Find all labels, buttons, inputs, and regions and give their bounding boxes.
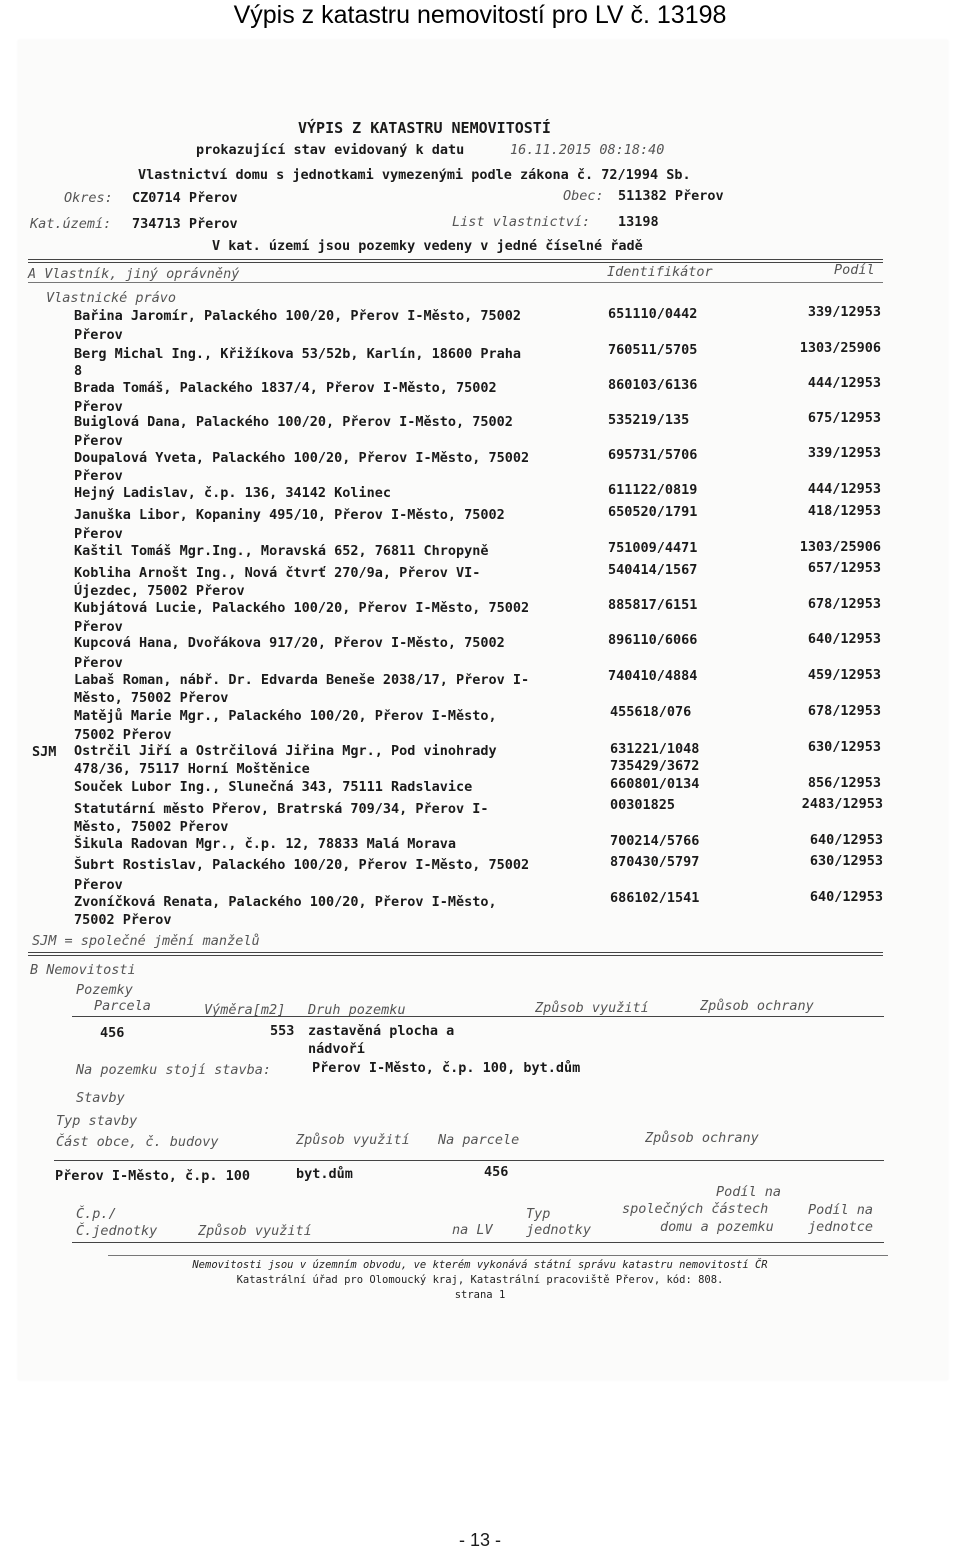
okres-label: Okres: xyxy=(64,190,113,206)
jednotky-typ-header: Typ xyxy=(526,1206,551,1222)
owner-name-line: Souček Lubor Ing., Slunečná 343, 75111 Radslavice xyxy=(74,779,473,795)
owner-name-line: Kaštil Tomáš Mgr.Ing., Moravská 652, 76811 Chropyně xyxy=(74,543,489,559)
owner-name-line: Zvoníčková Renata, Palackého 100/20, Přerov I-Město, xyxy=(74,894,497,910)
owner-share: 1303/25906 xyxy=(799,539,881,555)
divider xyxy=(28,262,883,263)
vyuziti-column-header: Způsob využití xyxy=(535,1000,649,1016)
owner-name-line: Město, 75002 Přerov xyxy=(74,819,229,835)
jednotky-share-common-header: domu a pozemku xyxy=(660,1219,774,1235)
owner-identifier: 735429/3672 xyxy=(610,758,700,774)
sjm-marker: SJM xyxy=(32,744,57,760)
owner-name-line: Šubrt Rostislav, Palackého 100/20, Přerov I-Město, 75002 xyxy=(74,857,530,873)
owner-identifier: 860103/6136 xyxy=(608,377,698,393)
owner-name-line: 75002 Přerov xyxy=(74,912,172,928)
footer-page-label: strana 1 xyxy=(454,1289,506,1301)
owner-name-line: Přerov xyxy=(74,526,123,542)
owner-identifier: 611122/0819 xyxy=(608,482,698,498)
ochrana-column-header: Způsob ochrany xyxy=(700,998,814,1014)
lv-value: 13198 xyxy=(618,214,659,230)
owner-identifier: 695731/5706 xyxy=(608,447,698,463)
divider xyxy=(28,282,883,283)
owner-name-line: 75002 Přerov xyxy=(74,727,172,743)
owner-identifier: 760511/5705 xyxy=(608,342,698,358)
footer-line: Katastrální úřad pro Olomoucký kraj, Katastrální pracoviště Přerov, kód: 808. xyxy=(236,1274,724,1286)
ownership-subheading: Vlastnické právo xyxy=(46,290,177,306)
parcel-number: 456 xyxy=(100,1025,125,1041)
owner-name-line: Doupalová Yveta, Palackého 100/20, Přerov I-Město, 75002 xyxy=(74,450,530,466)
evidence-date: 16.11.2015 08:18:40 xyxy=(510,142,665,158)
owner-share: 1303/25906 xyxy=(799,340,881,356)
section-b-heading: B Nemovitosti xyxy=(30,962,136,978)
building-parcel: 456 xyxy=(484,1164,509,1180)
owner-name-line: Labaš Roman, nábř. Dr. Edvarda Beneše 2038/17, Přerov I- xyxy=(74,672,530,688)
owner-share: 339/12953 xyxy=(807,304,881,320)
owner-identifier: 885817/6151 xyxy=(608,597,698,613)
owner-name-line: Přerov xyxy=(74,619,123,635)
document-title: VÝPIS Z KATASTRU NEMOVITOSTÍ xyxy=(298,119,551,137)
page-title: Výpis z katastru nemovitostí pro LV č. 13198 xyxy=(233,1,727,29)
parcel-kind-continued: nádvoří xyxy=(308,1041,365,1057)
owner-identifier: 631221/1048 xyxy=(610,741,700,757)
owner-share: 459/12953 xyxy=(807,667,881,683)
owner-name-line: Ostrčil Jiří a Ostrčilová Jiřina Mgr., Pod vinohrady xyxy=(74,743,497,759)
stavba-ochrana-column-header: Způsob ochrany xyxy=(645,1130,759,1146)
owner-share: 630/12953 xyxy=(807,739,881,755)
jednotky-cp-header: Č.jednotky xyxy=(76,1223,158,1239)
page-number: - 13 - xyxy=(458,1530,501,1550)
owner-share: 339/12953 xyxy=(807,445,881,461)
parcel-kind: zastavěná plocha a xyxy=(308,1023,455,1039)
owner-identifier: 896110/6066 xyxy=(608,632,698,648)
owner-name-line: Újezdec, 75002 Přerov xyxy=(74,583,245,599)
owner-identifier: 535219/135 xyxy=(608,412,690,428)
jednotky-share-common-header: společných částech xyxy=(622,1201,769,1217)
owner-share: 657/12953 xyxy=(807,560,881,576)
law-line: Vlastnictví domu s jednotkami vymezenými podle zákona č. 72/1994 Sb. xyxy=(138,167,691,183)
owner-identifier: 540414/1567 xyxy=(608,562,698,578)
owner-identifier: 651110/0442 xyxy=(608,306,698,322)
divider xyxy=(72,1242,884,1243)
building-use: byt.dům xyxy=(296,1166,353,1182)
obec-value: 511382 Přerov xyxy=(618,188,724,204)
owner-share: 678/12953 xyxy=(807,703,881,719)
druh-column-header: Druh pozemku xyxy=(308,1002,406,1018)
share-column-header: Podíl xyxy=(834,262,875,278)
stavby-label: Stavby xyxy=(76,1090,125,1106)
owner-share: 675/12953 xyxy=(807,410,881,426)
katuzemi-label: Kat.území: xyxy=(30,216,112,232)
divider xyxy=(28,259,883,260)
stavba-value: Přerov I-Město, č.p. 100, byt.dům xyxy=(312,1060,581,1076)
owner-share: 640/12953 xyxy=(809,832,883,848)
owner-name-line: Matějů Marie Mgr., Palackého 100/20, Přerov I-Město, xyxy=(74,708,497,724)
divider xyxy=(28,952,883,953)
okres-value: CZ0714 Přerov xyxy=(132,190,238,206)
owner-name-line: Kupcová Hana, Dvořákova 917/20, Přerov I-Město, 75002 xyxy=(74,635,505,651)
owner-identifier: 455618/076 xyxy=(610,704,692,720)
owner-identifier: 660801/0134 xyxy=(610,776,700,792)
owner-name-line: 8 xyxy=(74,363,83,379)
cadastre-note: V kat. území jsou pozemky vedeny v jedné číselné řadě xyxy=(212,238,643,254)
owner-identifier: 870430/5797 xyxy=(610,854,700,870)
jednotky-vyuziti-header: Způsob využití xyxy=(198,1223,312,1239)
owner-name-line: Přerov xyxy=(74,327,123,343)
jednotky-share-unit-header: jednotce xyxy=(808,1219,874,1235)
footer-line: Nemovitosti jsou v územním obvodu, ve kterém vykonává státní správu katastru nemovitostí ČR xyxy=(192,1259,768,1271)
stavba-vyuziti-column-header: Způsob využití xyxy=(296,1132,410,1148)
pozemky-label: Pozemky xyxy=(76,982,133,998)
jednotky-typ-header: jednotky xyxy=(526,1222,592,1238)
owner-name-line: Brada Tomáš, Palackého 1837/4, Přerov I-Město, 75002 xyxy=(74,380,497,396)
owner-name-line: Šikula Radovan Mgr., č.p. 12, 78833 Malá Morava xyxy=(74,836,457,852)
vymera-column-header: Výměra[m2] xyxy=(204,1002,286,1018)
owner-name-line: Kobliha Arnošt Ing., Nová čtvrť 270/9a, Přerov VI- xyxy=(74,565,481,581)
owner-name-line: Berg Michal Ing., Křižíkova 53/52b, Karlín, 18600 Praha xyxy=(74,346,522,362)
owner-share: 444/12953 xyxy=(807,481,881,497)
owner-identifier: 00301825 xyxy=(610,797,676,813)
jednotky-share-common-header: Podíl na xyxy=(716,1184,782,1200)
owner-name-line: Přerov xyxy=(74,877,123,893)
owner-share: 678/12953 xyxy=(807,596,881,612)
evidence-label: prokazující stav evidovaný k datu xyxy=(196,142,465,158)
owner-name-line: Bařina Jaromír, Palackého 100/20, Přerov I-Město, 75002 xyxy=(74,308,522,324)
owner-name-line: Přerov xyxy=(74,655,123,671)
owner-name-line: Přerov xyxy=(74,433,123,449)
divider xyxy=(54,1160,884,1161)
jednotky-cp-header: Č.p./ xyxy=(76,1206,117,1222)
parcela-column-header: Parcela xyxy=(94,998,151,1014)
owner-name-line: Hejný Ladislav, č.p. 136, 34142 Kolinec xyxy=(74,485,391,501)
katuzemi-value: 734713 Přerov xyxy=(132,216,238,232)
owner-share: 640/12953 xyxy=(809,889,883,905)
owner-share: 2483/12953 xyxy=(801,796,883,812)
owner-share: 630/12953 xyxy=(809,853,883,869)
jednotky-na-lv-header: na LV xyxy=(452,1222,493,1238)
owner-share: 856/12953 xyxy=(807,775,881,791)
owner-name-line: Město, 75002 Přerov xyxy=(74,690,229,706)
owner-name-line: Buiglová Dana, Palackého 100/20, Přerov I-Město, 75002 xyxy=(74,414,513,430)
divider xyxy=(108,1255,888,1256)
lv-label: List vlastnictví: xyxy=(452,214,591,230)
jednotky-share-unit-header: Podíl na xyxy=(808,1202,874,1218)
obec-label: Obec: xyxy=(563,188,604,204)
section-a-heading: A Vlastník, jiný oprávněný xyxy=(28,266,240,282)
owner-identifier: 751009/4471 xyxy=(608,540,698,556)
owner-name-line: Přerov xyxy=(74,399,123,415)
owner-identifier: 650520/1791 xyxy=(608,504,698,520)
owner-identifier: 700214/5766 xyxy=(610,833,700,849)
owner-identifier: 686102/1541 xyxy=(610,890,700,906)
cast-obce-column-header: Část obce, č. budovy xyxy=(56,1134,219,1150)
identifier-column-header: Identifikátor xyxy=(607,264,713,280)
owner-name-line: Přerov xyxy=(74,468,123,484)
parcel-area: 553 xyxy=(270,1023,295,1039)
typ-stavby-label: Typ stavby xyxy=(56,1113,138,1129)
owner-name-line: Statutární město Přerov, Bratrská 709/34, Přerov I- xyxy=(74,801,489,817)
building-location: Přerov I-Město, č.p. 100 xyxy=(55,1168,251,1184)
divider xyxy=(72,1016,884,1017)
owner-share: 444/12953 xyxy=(807,375,881,391)
owner-name-line: Januška Libor, Kopaniny 495/10, Přerov I-Město, 75002 xyxy=(74,507,505,523)
stavba-label: Na pozemku stojí stavba: xyxy=(76,1062,272,1078)
owner-share: 640/12953 xyxy=(807,631,881,647)
owner-name-line: 478/36, 75117 Horní Moštěnice xyxy=(74,761,310,777)
owner-share: 418/12953 xyxy=(807,503,881,519)
divider xyxy=(28,955,883,956)
owner-name-line: Kubjátová Lucie, Palackého 100/20, Přerov I-Město, 75002 xyxy=(74,600,530,616)
na-parcele-column-header: Na parcele xyxy=(438,1132,520,1148)
sjm-note: SJM = společné jmění manželů xyxy=(32,933,260,949)
owner-identifier: 740410/4884 xyxy=(608,668,698,684)
